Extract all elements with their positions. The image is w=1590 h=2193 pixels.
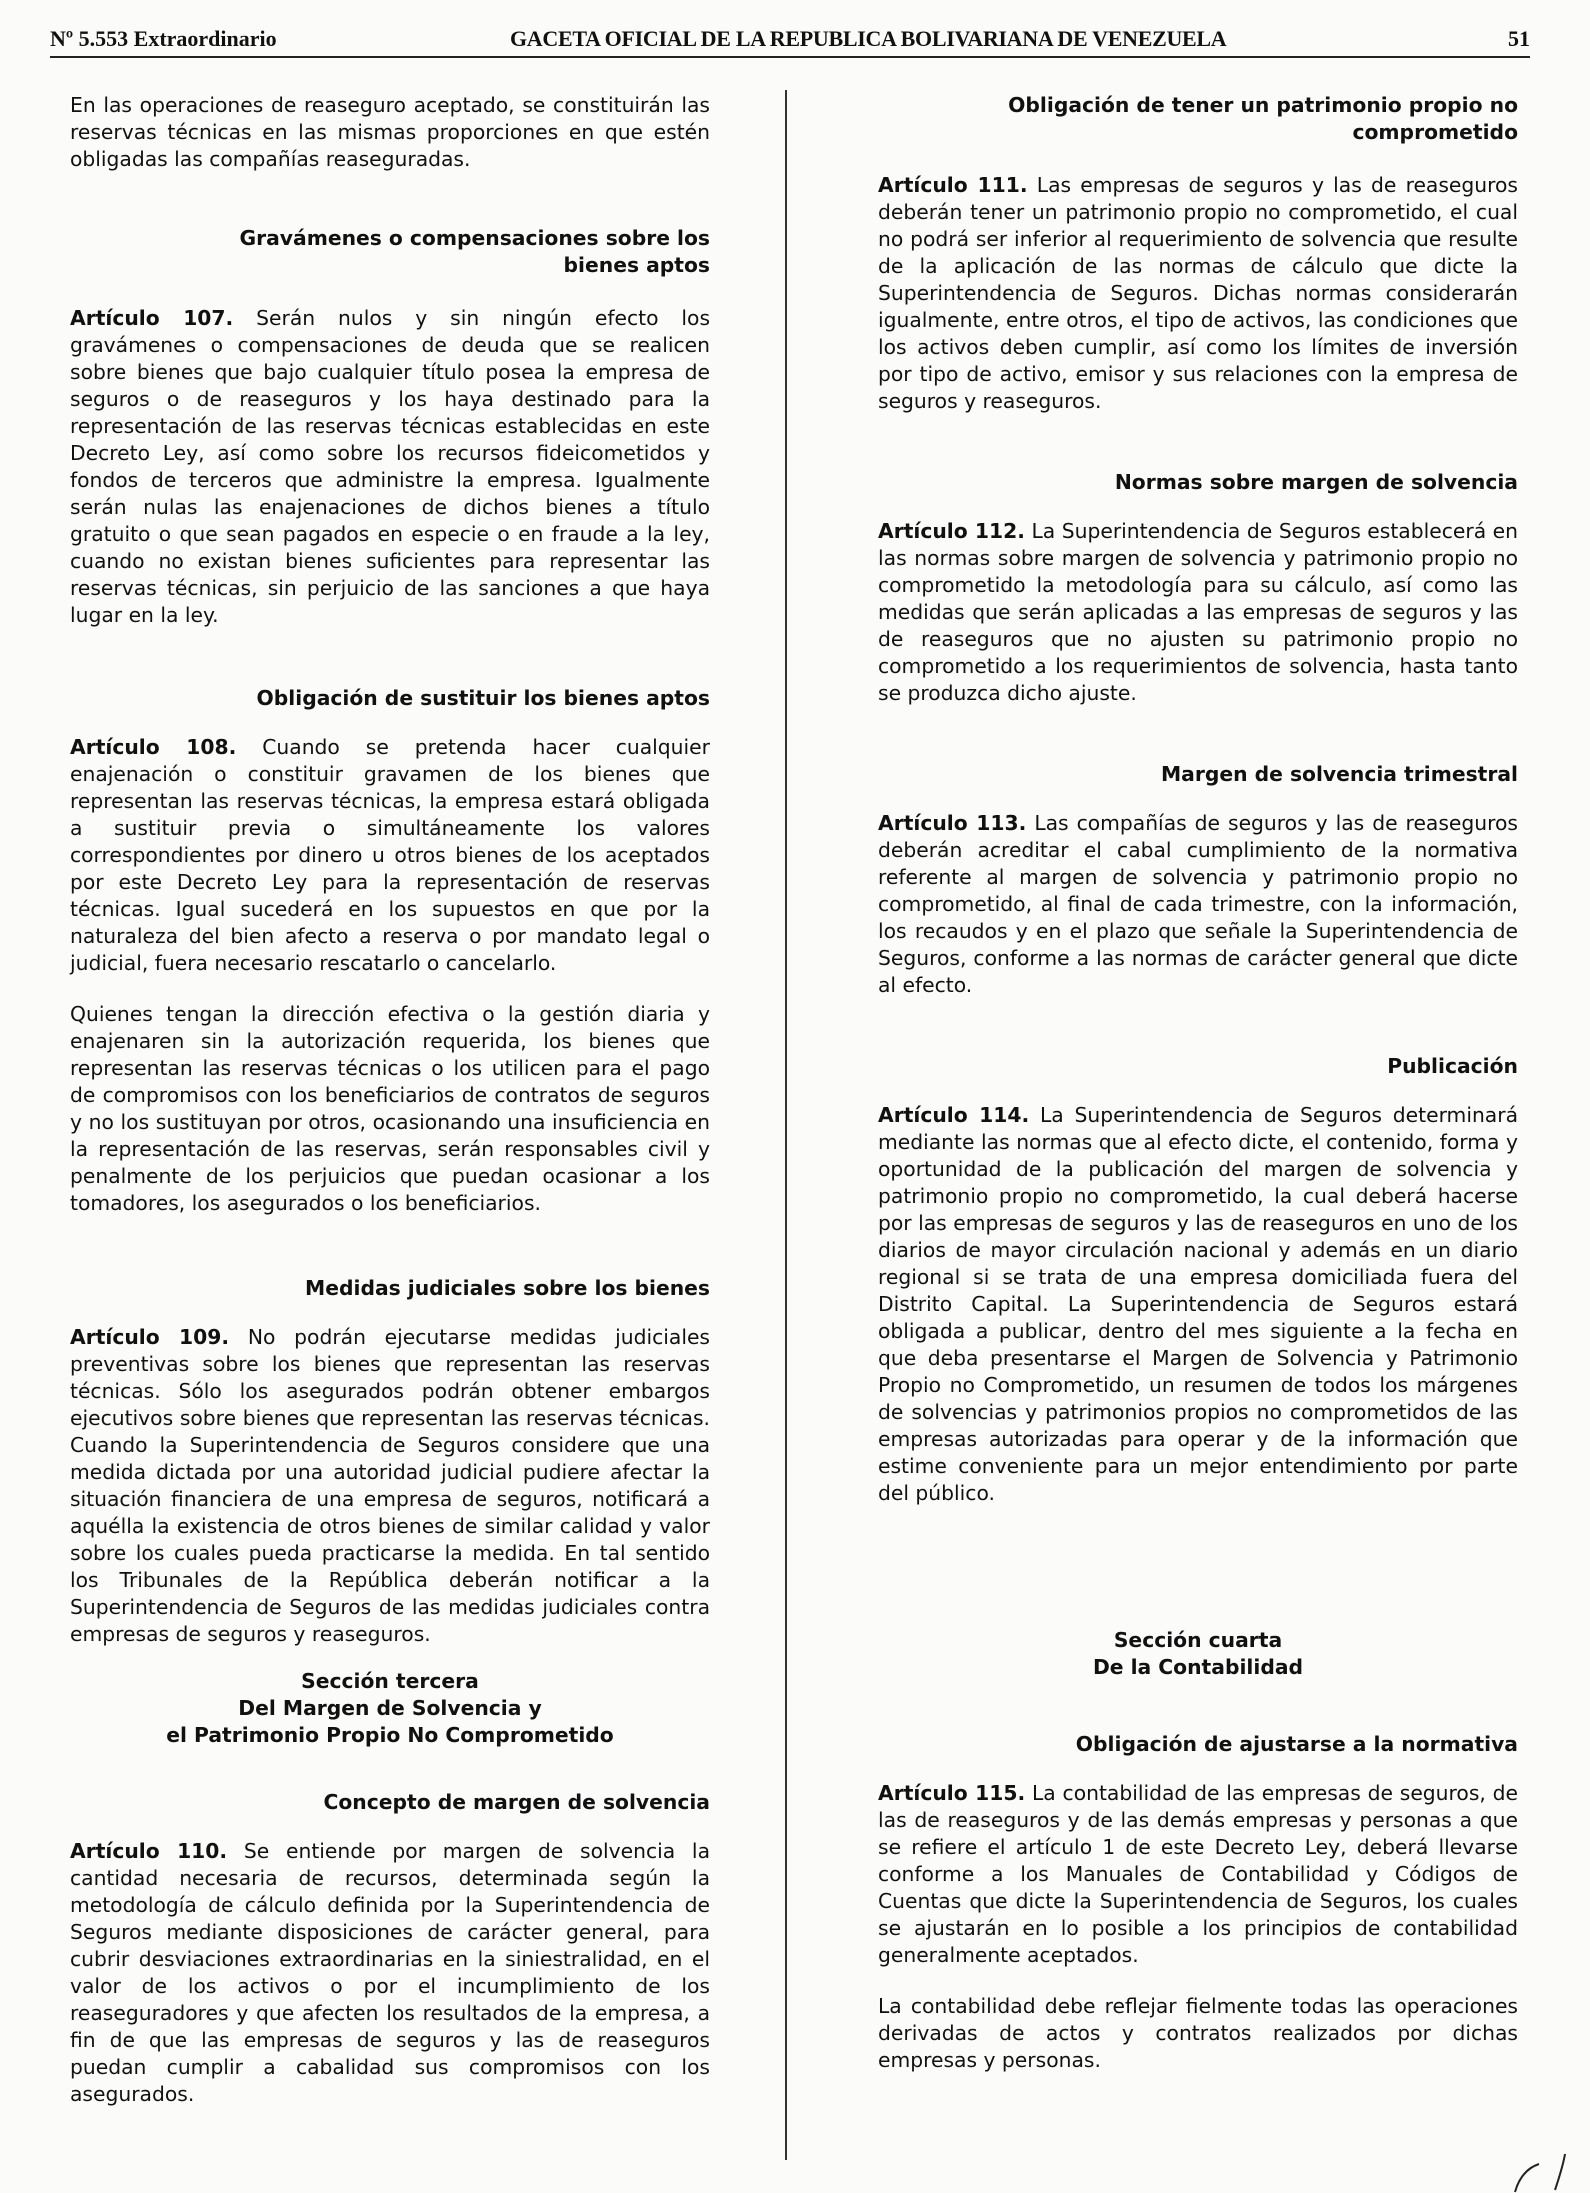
article-111 xyxy=(878,172,1518,415)
heading-art-114: Publicación xyxy=(1387,1054,1518,1078)
section-line: Sección cuarta xyxy=(1113,1628,1283,1652)
paragraph: En las operaciones de reaseguro aceptado, se constituirán las reservas técnicas en las mismas proporciones en que estén obligadas las compañías reaseguradas. xyxy=(70,93,710,171)
article-text: Las empresas de seguros y las de reaseguros deberán tener un patrimonio propio no comprometido, el cual no podrá ser inferior al requerimiento de solvencia que resulte de la aplicación de las normas de cálculo que dicte la Superintendencia de Seguros. Dichas normas considerarán igualmente, entre otros, el tipo de activos, las condiciones que los activos deben cumplir, así como los límites de inversión por tipo de activo, emisor y sus relaciones con la empresa de seguros y reaseguros. xyxy=(878,173,1519,413)
article-text: La contabilidad de las empresas de seguros, de las de reaseguros y de las demás empresas y personas a que se refiere el artículo 1 de este Decreto Ley, deberá llevarse conforme a los Manuales de Contabilidad y Códigos de Cuentas que dicte la Superintendencia de Seguros, los cuales se ajustarán en lo posible a los principios de contabilidad generalmente aceptados. xyxy=(878,1781,1519,1967)
article-text: Se entiende por margen de solvencia la cantidad necesaria de recursos, determinada según la metodología de cálculo definida por la Superintendencia de Seguros mediante disposiciones de carácter general, para cubrir desviaciones extraordinarias en la siniestralidad, en el valor de los activos o por el incumplimiento de los reaseguradores y que afecten los resultados de la empresa, a fin de que las empresas de seguros y las de reaseguros puedan cumplir a cabalidad sus compromisos con los asegurados. xyxy=(70,1839,710,2106)
page-number: 51 xyxy=(1508,26,1530,51)
section-line: De la Contabilidad xyxy=(1092,1655,1304,1679)
section-line: Del Margen de Solvencia y xyxy=(238,1696,542,1720)
article-113 xyxy=(878,810,1518,999)
article-label: Artículo 113. xyxy=(878,811,1027,835)
heading-art-111: Obligación de tener un patrimonio propio no comprometido xyxy=(1008,93,1518,144)
heading-art-108: Obligación de sustituir los bienes aptos xyxy=(256,686,710,710)
article-label: Artículo 107. xyxy=(70,306,234,330)
heading-art-109: Medidas judiciales sobre los bienes xyxy=(305,1276,710,1300)
article-text: No podrán ejecutarse medidas judiciales preventivas sobre los bienes que representan las reservas técnicas. Sólo los asegurados podrán obtener embargos ejecutivos sobre bienes que representan las reservas técnicas. Cuando la Superintendencia de Seguros considere que una medida dictada por una autoridad judicial pudiere afectar la situación financiera de una empresa de seguros, notificará a aquélla la existencia de otros bienes de similar calidad y valor sobre los cuales pueda practicarse la medida. En tal sentido los Tribunales de la República deberán notificar a la Superintendencia de Seguros de las medidas judiciales contra empresas de seguros y reaseguros. xyxy=(70,1325,711,1646)
section-line: Sección tercera xyxy=(301,1669,479,1693)
article-label: Artículo 110. xyxy=(70,1839,228,1863)
paragraph: Quienes tengan la dirección efectiva o la gestión diaria y enajenaren sin la autorización requerida, los bienes que representan las reservas técnicas o los utilicen para el pago de compromisos con los beneficiarios de contratos de seguros y no los sustituyan por otros, ocasionando una insuficiencia en la representación de las reservas, serán responsables civil y penalmente de los perjuicios que puedan ocasionar a los tomadores, los asegurados o los beneficiarios. xyxy=(70,1002,710,1215)
article-label: Artículo 108. xyxy=(70,735,237,759)
article-110 xyxy=(70,1838,710,2108)
article-text: La Superintendencia de Seguros determinará mediante las normas que al efecto dicte, el contenido, forma y oportunidad de la publicación del margen de solvencia y patrimonio propio no comprometido, la cual deberá hacerse por las empresas de seguros y las de reaseguros en uno de los diarios de mayor circulación nacional y además en un diario regional si se trata de una empresa domiciliada fuera del Distrito Capital. La Superintendencia de Seguros estará obligada a publicar, dentro del mes siguiente a la fecha en que deba presentarse el Margen de Solvencia y Patrimonio Propio no Comprometido, un resumen de todos los márgenes de solvencias y patrimonios propios no comprometidos de las empresas autorizadas para operar y de la información que estime conveniente para un mejor entendimiento por parte del público. xyxy=(878,1103,1519,1505)
gazette-title: GACETA OFICIAL DE LA REPUBLICA BOLIVARIANA DE VENEZUELA xyxy=(510,26,1227,51)
article-text: Serán nulos y sin ningún efecto los gravámenes o compensaciones de deuda que se realicen sobre bienes que bajo cualquier título posea la empresa de seguros o de reaseguros y los haya destinado para la representación de las reservas técnicas establecidas en este Decreto Ley, así como sobre los recursos fideicometidos y fondos de terceros que administre la empresa. Igualmente serán nulas las enajenaciones de dichos bienes a título gratuito o que sean pagados en especie o en fraude a la ley, cuando no existan bienes suficientes para representar las reservas técnicas, sin perjuicio de las sanciones a que haya lugar en la ley. xyxy=(70,306,711,627)
section-line: el Patrimonio Propio No Comprometido xyxy=(166,1723,614,1747)
article-label: Artículo 115. xyxy=(878,1781,1026,1805)
article-label: Artículo 109. xyxy=(70,1325,230,1349)
left-column xyxy=(70,92,710,2108)
article-label: Artículo 112. xyxy=(878,519,1025,543)
heading-art-110: Concepto de margen de solvencia xyxy=(323,1790,710,1814)
article-112 xyxy=(878,518,1518,707)
paragraph: La contabilidad debe reflejar fielmente todas las operaciones derivadas de actos y contratos realizados por dichas empresas y personas. xyxy=(878,1994,1518,2072)
article-text: Cuando se pretenda hacer cualquier enajenación o constituir gravamen de los bienes que representan las reservas técnicas, la empresa estará obligada a sustituir previa o simultáneamente los valores correspondientes por dinero u otros bienes de los aceptados por este Decreto Ley para la representación de reservas técnicas. Igual sucederá en los supuestos en que por la naturaleza del bien afecto a reserva o por mandato legal o judicial, fuera necesario rescatarlo o cancelarlo. xyxy=(70,735,710,975)
article-109 xyxy=(70,1324,710,1648)
article-115 xyxy=(878,1780,1518,1969)
column-divider xyxy=(785,90,787,2160)
header-rule xyxy=(50,56,1530,58)
issue-number: Nº 5.553 Extraordinario xyxy=(50,26,277,51)
heading-art-112: Normas sobre margen de solvencia xyxy=(1114,470,1518,494)
article-114 xyxy=(878,1102,1518,1507)
right-column xyxy=(878,92,1518,2074)
heading-art-107: Gravámenes o compensaciones sobre los bienes aptos xyxy=(239,226,710,277)
heading-art-115: Obligación de ajustarse a la normativa xyxy=(1075,1732,1518,1756)
article-label: Artículo 111. xyxy=(878,173,1028,197)
article-107 xyxy=(70,305,710,629)
gazette-header xyxy=(50,26,1530,56)
heading-art-113: Margen de solvencia trimestral xyxy=(1160,762,1518,786)
article-108 xyxy=(70,734,710,977)
section-title xyxy=(70,1668,710,1749)
article-text: La Superintendencia de Seguros establecerá en las normas sobre margen de solvencia y patrimonio propio no comprometido la metodología para su cálculo, así como las medidas que serán aplicadas a las empresas de seguros y las de reaseguros que no ajusten su patrimonio propio no comprometido a los requerimientos de solvencia, hasta tanto se produzca dicho ajuste. xyxy=(878,519,1519,705)
pen-mark xyxy=(1505,2150,1585,2193)
article-text: Las compañías de seguros y las de reaseguros deberán acreditar el cabal cumplimiento de la normativa referente al margen de solvencia y patrimonio propio no comprometido, al final de cada trimestre, con la información, los recaudos y en el plazo que señale la Superintendencia de Seguros, conforme a las normas de carácter general que dicte al efecto. xyxy=(878,811,1518,997)
article-label: Artículo 114. xyxy=(878,1103,1030,1127)
section-title xyxy=(878,1627,1518,1681)
